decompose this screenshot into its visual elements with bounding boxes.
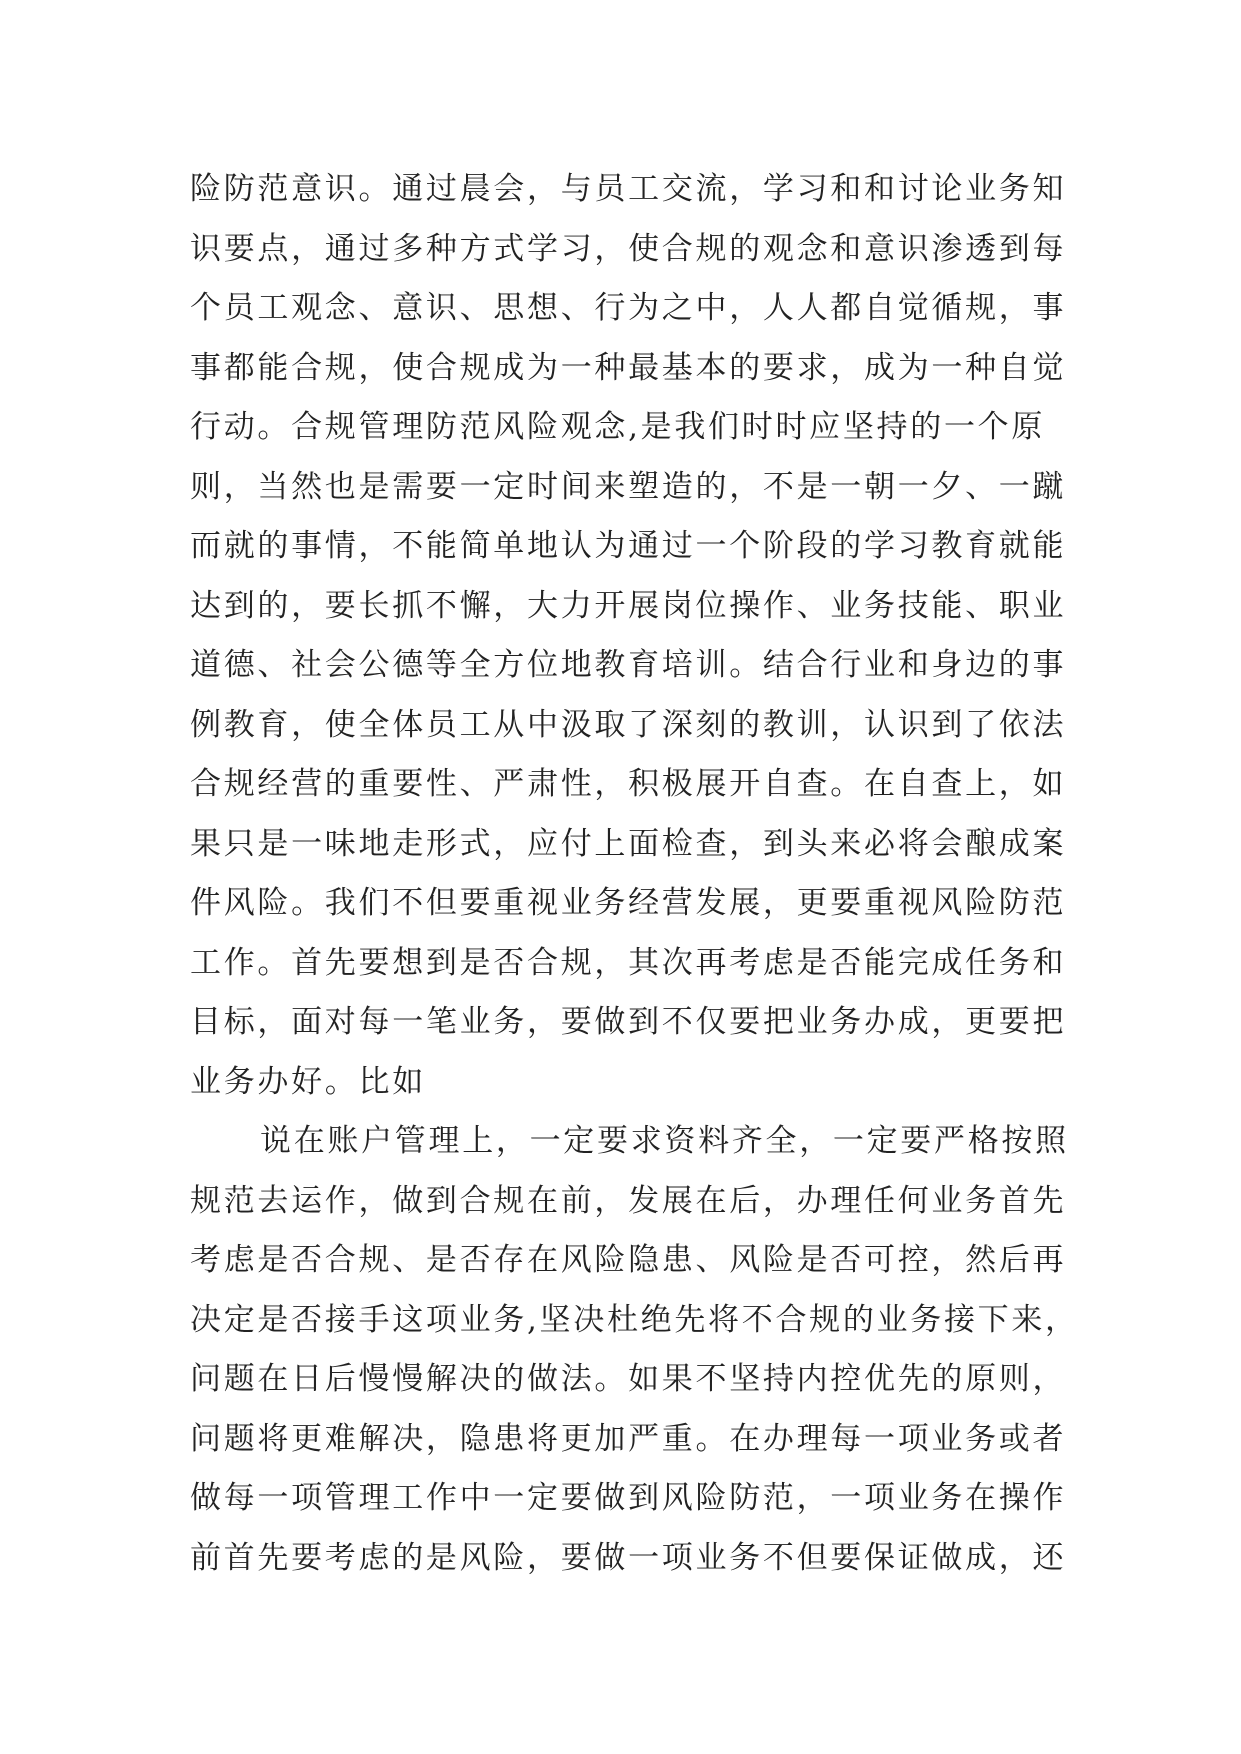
text-line: 合规经营的重要性、严肃性，积极展开自查。在自查上，如 xyxy=(190,766,1067,802)
text-line: 问题将更难解决，隐患将更加严重。在办理每一项业务或者 xyxy=(190,1420,1067,1457)
text-line: 业务办好。比如 xyxy=(190,1063,426,1100)
text-line: 例教育，使全体员工从中汲取了深刻的教训，认识到了依法 xyxy=(190,706,1067,743)
text-line: 果只是一味地走形式，应付上面检查，到头来必将会酿成案 xyxy=(190,825,1067,862)
text-line: 件风险。我们不但要重视业务经营发展，更要重视风险防范 xyxy=(190,885,1067,921)
paragraph-1 xyxy=(190,160,1067,1112)
body-text xyxy=(190,160,1079,1588)
paragraph-2 xyxy=(190,1112,1079,1588)
text-line: 道德、社会公德等全方位地教育培训。结合行业和身边的事 xyxy=(190,647,1067,683)
text-line: 考虑是否合规、是否存在风险隐患、风险是否可控，然后再 xyxy=(190,1242,1067,1278)
text-line: 险防范意识。通过晨会，与员工交流，学习和和讨论业务知 xyxy=(190,171,1067,207)
text-line: 问题在日后慢慢解决的做法。如果不坚持内控优先的原则， xyxy=(190,1361,1067,1397)
text-line: 规范去运作，做到合规在前，发展在后，办理任何业务首先 xyxy=(190,1182,1067,1219)
text-line: 行动。合规管理防范风险观念,是我们时时应坚持的一个原 xyxy=(190,409,1046,445)
text-line: 达到的，要长抓不懈，大力开展岗位操作、业务技能、职业 xyxy=(190,587,1067,624)
text-line: 而就的事情，不能简单地认为通过一个阶段的学习教育就能 xyxy=(190,528,1067,564)
text-line: 说在账户管理上，一定要求资料齐全，一定要严格按照 xyxy=(260,1123,1069,1159)
text-line: 个员工观念、意识、思想、行为之中，人人都自觉循规，事 xyxy=(190,290,1067,326)
text-line: 目标，面对每一笔业务，要做到不仅要把业务办成，更要把 xyxy=(190,1004,1067,1040)
text-line: 做每一项管理工作中一定要做到风险防范，一项业务在操作 xyxy=(190,1480,1067,1516)
text-line: 工作。首先要想到是否合规，其次再考虑是否能完成任务和 xyxy=(190,944,1067,981)
text-line: 识要点，通过多种方式学习，使合规的观念和意识渗透到每 xyxy=(190,230,1067,267)
text-line: 则，当然也是需要一定时间来塑造的，不是一朝一夕、一蹴 xyxy=(190,468,1067,505)
text-line: 前首先要考虑的是风险，要做一项业务不但要保证做成，还 xyxy=(190,1539,1067,1576)
text-line: 决定是否接手这项业务,坚决杜绝先将不合规的业务接下来， xyxy=(190,1301,1079,1338)
text-line: 事都能合规，使合规成为一种最基本的要求，成为一种自觉 xyxy=(190,349,1067,386)
